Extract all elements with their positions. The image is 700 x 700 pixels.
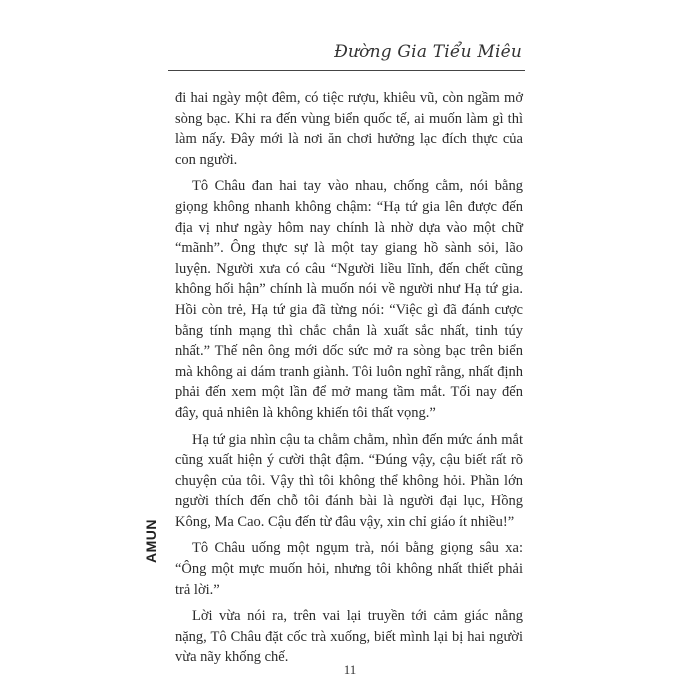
paragraph-5: Lời vừa nói ra, trên vai lại truyền tới cảm giác nằng nặng, Tô Châu đặt cốc trà xuống, biết mình lại bị hai người vừa nãy khống chế. (175, 608, 523, 666)
paragraph-3: Hạ tứ gia nhìn cậu ta chằm chằm, nhìn đến mức ánh mắt cũng xuất hiện ý cười thật đậm. “Đúng vậy, cậu biết rất rõ chuyện của tôi. Vậy thì tôi không thể không hỏi. Phần lớn người thích đến chỗ tôi đánh bài là người đại lục, Hồng Kông, Ma Cao. Cậu đến từ đâu vậy, xin chỉ giáo ít nhiều!” (175, 431, 523, 530)
body-text (175, 88, 523, 674)
running-header-title: Đường Gia Tiểu Miêu (334, 42, 522, 62)
paragraph-1: đi hai ngày một đêm, có tiệc rượu, khiêu vũ, còn ngầm mở sòng bạc. Khi ra đến vùng biển quốc tế, ai muốn làm gì thì làm nấy. Đây mới là nơi ăn chơi hưởng lạc đích thực của con người. (175, 90, 523, 168)
header-divider (168, 70, 525, 71)
paragraph-4: Tô Châu uống một ngụm trà, nói bằng giọng sâu xa: “Ông một mực muốn hỏi, nhưng tôi không nhất thiết phải trả lời.” (175, 540, 523, 598)
page-number: 11 (343, 662, 357, 677)
paragraph-2: Tô Châu đan hai tay vào nhau, chống cằm, nói bằng giọng không nhanh không chậm: “Hạ tứ gia lên được đến địa vị như ngày hôm nay chính là nhờ dựa vào một chữ “mãnh”. Ông thực sự là một tay giang hồ sành sỏi, lão luyện. Người xưa có câu “Người liều lĩnh, đến chết cũng không hối hận” chính là muốn nói về người như Hạ tứ gia. Hồi còn trẻ, Hạ tứ gia đã từng nói: “Việc gì đã đánh cược bằng tính mạng thì chắc chắn là xuất sắc nhất, tinh túy nhất.” Thế nên ông mới dốc sức mở ra sòng bạc trên biển mà không ai dám tranh giành. Tôi luôn nghĩ rằng, nhất định phải đến xem một lần để mở mang tầm mắt. Tối nay đến đây, quả nhiên là không khiến tôi thất vọng.” (175, 178, 523, 421)
publisher-logo: AMUN (143, 519, 159, 563)
